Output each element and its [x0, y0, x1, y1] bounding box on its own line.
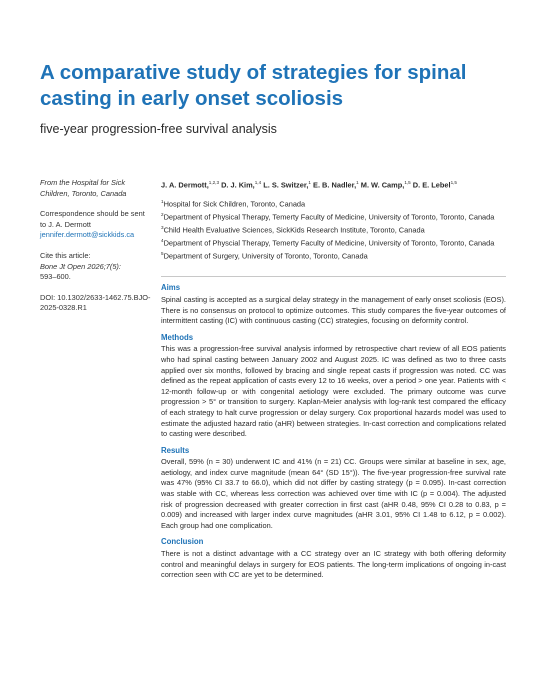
- author-affiliation-mark: 1,5: [404, 180, 411, 185]
- author-affiliation-mark: 1,5: [450, 180, 457, 185]
- article-title: A comparative study of strategies for spinal casting in early onset scoliosis: [40, 61, 467, 110]
- author: L. S. Switzer,: [263, 180, 309, 190]
- affiliation-number: 1: [161, 199, 164, 205]
- correspondence-text: Correspondence should be sent to J. A. Dermott: [40, 209, 145, 229]
- affiliation-text: Department of Surgery, University of Toronto, Toronto, Canada: [163, 251, 368, 261]
- affiliation-text: Department of Physical Therapy, Temerty Faculty of Medicine, University of Toronto, Toronto, Canada: [163, 212, 495, 222]
- article-main: [161, 178, 506, 581]
- author: E. B. Nadler,: [313, 180, 357, 190]
- author: J. A. Dermott,: [161, 180, 209, 190]
- affiliation-text: Child Health Evaluative Sciences, SickKids Research Institute, Toronto, Canada: [163, 225, 425, 235]
- abstract-section-conclusion: [161, 537, 506, 580]
- author-affiliation-mark: 1,4: [254, 180, 262, 185]
- affiliation-number: 3: [161, 225, 164, 231]
- correspondence-note: [40, 209, 152, 241]
- cite-pages: 593–600.: [40, 272, 71, 282]
- author: D. E. Lebel: [412, 180, 451, 190]
- article-sidebar: [40, 178, 152, 324]
- institution-note: From the Hospital for Sick Children, Toronto, Canada: [40, 178, 127, 198]
- affiliation-item: [161, 249, 506, 262]
- affiliation-list: [161, 197, 506, 262]
- author-affiliation-mark: 1: [356, 180, 359, 185]
- correspondence-email-link[interactable]: jennifer.dermott@sickkids.ca: [40, 230, 135, 240]
- affiliation-number: 2: [161, 212, 164, 218]
- section-body: This was a progression-free survival analysis informed by retrospective chart review of all EOS patients who had spinal casting between January 2002 and August 2025. IC was defined as two to three casts applied over six months, followed by bracing and single repeat casts if progression was noted. CC was defined as the repeat application of casts every 12 to 16 weeks, over a period > one year. Patients with < 12-month follow-up or with congenital aetiology were excluded. The primary outcome was curve progression > 5° or transition to surgery. Kaplan-Meier analysis with log-rank test compared the efficacy of each strategy to halt curve progression or delay surgery. Cox proportional hazards model was used to estimate the adjusted hazard ratio (aHR) between strategies. In-cast correction and complications related to casting were described.: [161, 344, 506, 439]
- section-heading: Methods: [161, 332, 194, 342]
- section-body: Overall, 59% (n = 30) underwent IC and 41% (n = 21) CC. Groups were similar at baseline in sex, age, aetiology, and index curve magnitude (mean 64° (SD 15°)). The five-year progression-free survival rate was 47% (95% CI 33.7 to 66.0), which did not differ by casting strategy (p = 0.095). In-cast correction was stable with CC, whereas less correction was achieved over time with IC (p = 0.004). The adjusted risk of progression decreased with greater correction in first cast (aHR 0.48, 95% CI 0.28 to 0.83, p = 0.009) and increased with larger index curve magnitudes (aHR 3.01, 95% CI 1.48 to 6.12, p = 0.002). Each group had one complication.: [161, 457, 506, 530]
- citation-block: [40, 251, 152, 283]
- affiliation-item: [161, 210, 506, 223]
- section-heading: Conclusion: [161, 537, 204, 547]
- affiliation-number: 4: [161, 238, 164, 244]
- section-body: Spinal casting is accepted as a surgical delay strategy in the management of early onset scoliosis (EOS). There is no consensus on protocol to optimize outcomes. This study compares the five-year outcomes of intermittent casting (IC) with continuous casting (CC) strategies, focusing on deformity control.: [161, 294, 506, 326]
- abstract-section-methods: [161, 333, 506, 440]
- affiliation-text: Hospital for Sick Children, Toronto, Canada: [163, 199, 306, 209]
- cite-label: Cite this article:: [40, 250, 91, 260]
- cite-journal: Bone Jt Open 2026;7(5):: [40, 261, 121, 271]
- affiliation-item: [161, 236, 506, 249]
- abstract-section-results: [161, 446, 506, 532]
- affiliation-item: [161, 223, 506, 236]
- author-affiliation-mark: 1: [308, 180, 311, 185]
- affiliation-item: [161, 197, 506, 210]
- abstract-section-aims: [161, 283, 506, 326]
- section-heading: Results: [161, 445, 190, 455]
- affiliation-text: Department of Physcial Therapy, Temerty Faculty of Medicine, University of Toronto, Toronto, Canada: [163, 238, 495, 248]
- section-heading: Aims: [161, 283, 181, 293]
- doi-text: DOI: 10.1302/2633-1462.75.BJO-2025-0328.R1: [40, 292, 151, 313]
- affiliation-number: 5: [161, 251, 164, 257]
- article-subtitle: five-year progression-free survival analysis: [40, 122, 277, 136]
- abstract-divider: [161, 276, 506, 277]
- author: M. W. Camp,: [360, 180, 405, 190]
- author-affiliation-mark: 1,2,3: [208, 180, 219, 185]
- section-body: There is not a distinct advantage with a CC strategy over an IC strategy with both offering deformity control and meaningful delays in surgery for EOS patients. The long-term implications of ongoing in-cast correction seen with CC are yet to be determined.: [161, 549, 506, 580]
- author: D. J. Kim,: [221, 180, 255, 190]
- author-list: [161, 178, 506, 191]
